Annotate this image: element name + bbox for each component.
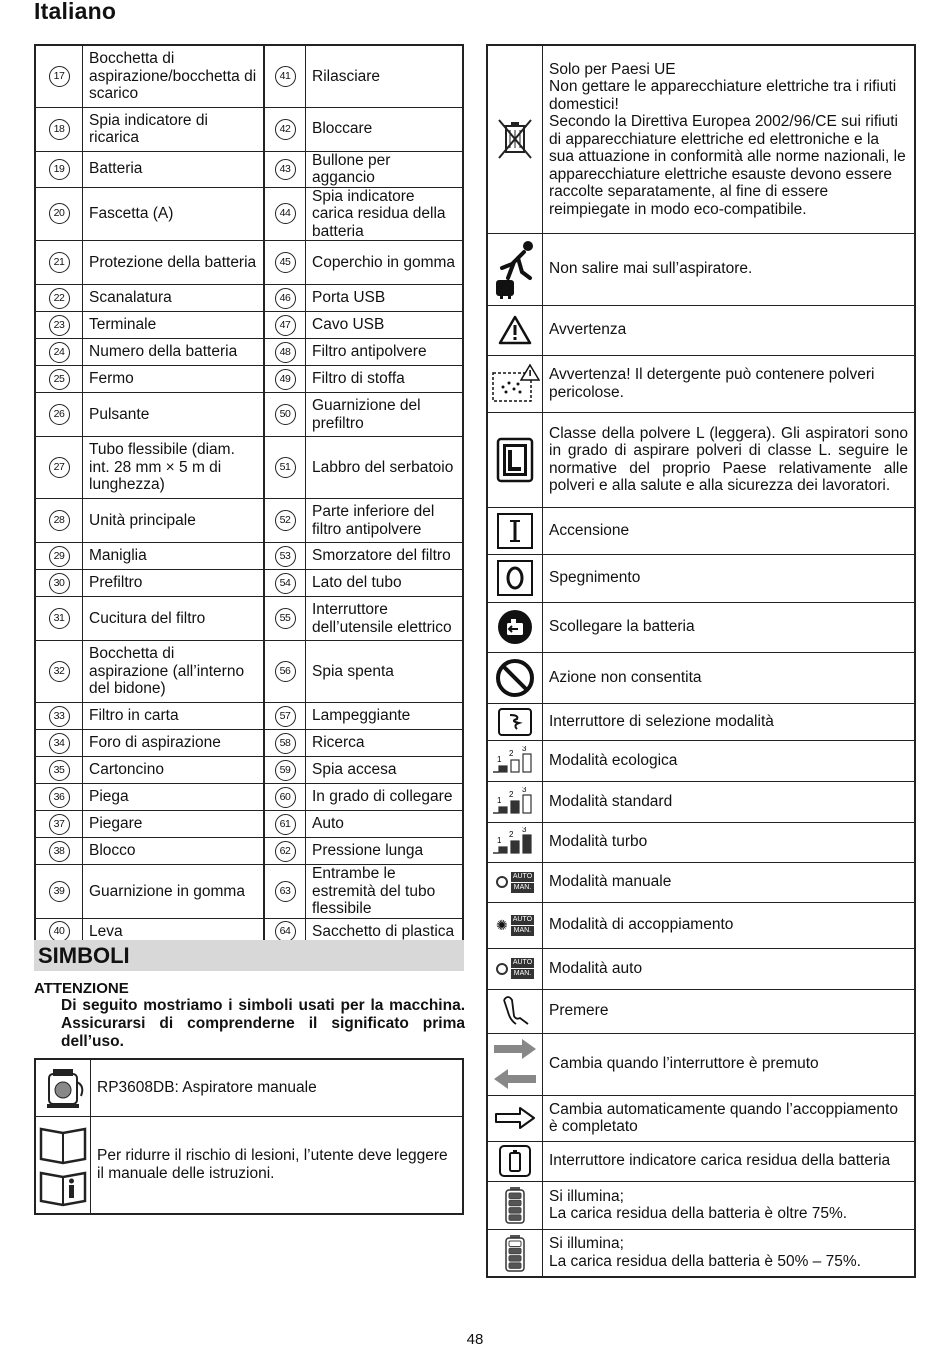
part-number: 60 [275, 787, 296, 808]
symbol-text: RP3608DB: Aspiratore manuale [91, 1059, 464, 1116]
part-number-cell [264, 366, 306, 393]
power-on-icon [487, 507, 543, 554]
part-name: Maniglia [83, 543, 265, 570]
part-number-cell [35, 838, 83, 865]
part-number: 54 [275, 573, 296, 594]
part-number-cell [264, 151, 306, 187]
symbol-text [543, 45, 916, 233]
svg-text:2: 2 [509, 830, 514, 839]
part-name: Bocchetta di aspirazione (all’interno del bidone) [83, 641, 265, 703]
press-icon [487, 989, 543, 1033]
symbol-row [487, 652, 915, 703]
symbol-text [543, 703, 916, 740]
symbol-row [487, 740, 915, 781]
symbols-table [486, 44, 916, 1278]
symbol-row [487, 1229, 915, 1277]
symbol-text [543, 1095, 916, 1141]
part-number-cell [35, 151, 83, 187]
part-name: Parte inferiore del filtro antipolvere [306, 499, 464, 543]
part-number-cell [35, 339, 83, 366]
part-number-cell [35, 107, 83, 151]
eco-mode-icon [487, 740, 543, 781]
part-name: Porta USB [306, 285, 464, 312]
symbol-text [543, 355, 916, 412]
svg-text:2: 2 [509, 789, 514, 799]
turbo-mode-icon [487, 822, 543, 862]
part-number-cell [35, 543, 83, 570]
part-number-cell [264, 543, 306, 570]
part-name: Spia spenta [306, 641, 464, 703]
symbol-text [543, 862, 916, 902]
parts-row [35, 151, 463, 187]
part-number-cell [35, 45, 83, 107]
symbol-row [487, 233, 915, 305]
part-number-cell [264, 570, 306, 597]
symbol-row [487, 1033, 915, 1095]
part-number: 46 [275, 288, 296, 309]
part-number: 64 [275, 921, 296, 942]
part-name: Pressione lunga [306, 838, 464, 865]
svg-text:3: 3 [522, 786, 527, 794]
part-name: Filtro in carta [83, 703, 265, 730]
symbol-text-line: Interruttore di selezione modalità [549, 712, 774, 730]
part-number-cell [35, 703, 83, 730]
read-manual-icon [35, 1116, 91, 1214]
part-name: Coperchio in gomma [306, 241, 464, 285]
parts-row [35, 312, 463, 339]
part-number: 33 [49, 706, 70, 727]
symbol-row [487, 1141, 915, 1181]
part-number-cell [264, 757, 306, 784]
part-number-cell [35, 312, 83, 339]
part-number: 19 [49, 159, 70, 180]
part-number-cell [264, 597, 306, 641]
part-number-cell [35, 366, 83, 393]
symbol-text-line: Accensione [549, 521, 630, 539]
part-number-cell [35, 757, 83, 784]
parts-row [35, 703, 463, 730]
symbol-text-line: La carica residua della batteria è 50% – 75%. [549, 1252, 861, 1270]
auto-label: AUTO [512, 915, 533, 923]
part-number: 44 [275, 203, 296, 224]
part-number-cell [264, 285, 306, 312]
part-number-cell [35, 499, 83, 543]
symbol-text-line: Secondo la Direttiva Europea 2002/96/CE sui rifiuti di apparecchiature elettriche ed elettroniche e la sua attuazione in conformità alle norme nazionali, le apparecchiature elettriche esauste devono essere raccolte separatamente, al fine di essere reimpiegate in modo eco-compatibile. [549, 113, 906, 218]
part-name: Prefiltro [83, 570, 265, 597]
symbol-text: Per ridurre il rischio di lesioni, l’utente deve leggere il manuale delle istruzioni. [91, 1116, 464, 1214]
intro-symbols-table [34, 1058, 464, 1215]
part-number: 57 [275, 706, 296, 727]
part-number: 35 [49, 760, 70, 781]
man-label: MAN. [511, 969, 534, 979]
auto-label: AUTO [512, 872, 533, 880]
part-number: 62 [275, 841, 296, 862]
part-number-cell [35, 570, 83, 597]
part-number-cell [35, 393, 83, 437]
symbol-text [543, 1181, 916, 1229]
parts-row [35, 339, 463, 366]
parts-row [35, 499, 463, 543]
part-number: 22 [49, 288, 70, 309]
parts-row [35, 393, 463, 437]
symbol-row [487, 822, 915, 862]
part-name: Cartoncino [83, 757, 265, 784]
warning-icon [487, 305, 543, 355]
part-number: 55 [275, 608, 296, 629]
symbol-text [543, 1141, 916, 1181]
parts-row [35, 437, 463, 499]
part-number-cell [264, 784, 306, 811]
symbol-text-line: Interruttore indicatore carica residua della batteria [549, 1152, 891, 1170]
symbol-row [487, 1181, 915, 1229]
attention-heading: ATTENZIONE [34, 980, 129, 997]
part-number-cell [264, 312, 306, 339]
parts-row [35, 45, 463, 107]
part-number: 41 [275, 66, 296, 87]
attention-body: Di seguito mostriamo i simboli usati per la macchina. Assicurarsi di comprenderne il significato prima dell’uso. [61, 997, 465, 1050]
part-name: Guarnizione in gomma [83, 865, 265, 919]
parts-row [35, 543, 463, 570]
part-name: Interruttore dell’utensile elettrico [306, 597, 464, 641]
part-name: Labbro del serbatoio [306, 437, 464, 499]
svg-text:3: 3 [522, 745, 527, 753]
part-name: Rilasciare [306, 45, 464, 107]
parts-row [35, 366, 463, 393]
part-name: Auto [306, 811, 464, 838]
symbol-text-line: Avvertenza [549, 321, 627, 339]
part-number: 31 [49, 608, 70, 629]
part-name: Filtro di stoffa [306, 366, 464, 393]
symbol-text-line: Si illumina; [549, 1235, 624, 1253]
symbol-text-line: Modalità turbo [549, 833, 648, 851]
part-number: 37 [49, 814, 70, 835]
man-label: MAN. [511, 883, 534, 893]
part-number-cell [264, 865, 306, 919]
symbol-text [543, 989, 916, 1033]
symbol-text [543, 652, 916, 703]
part-number: 28 [49, 510, 70, 531]
section-title: SIMBOLI [34, 940, 464, 971]
part-number-cell [35, 241, 83, 285]
part-number-cell [35, 187, 83, 241]
part-name: In grado di collegare [306, 784, 464, 811]
part-number: 24 [49, 342, 70, 363]
part-number-cell [35, 865, 83, 919]
part-name: Pulsante [83, 393, 265, 437]
part-name: Foro di aspirazione [83, 730, 265, 757]
parts-row [35, 570, 463, 597]
part-number-cell [35, 285, 83, 312]
part-number: 58 [275, 733, 296, 754]
symbol-row [487, 862, 915, 902]
manual-mode-icon [487, 862, 543, 902]
crossed-bin-icon [487, 45, 543, 233]
parts-row [35, 641, 463, 703]
part-number-cell [264, 703, 306, 730]
symbol-row [487, 1095, 915, 1141]
svg-text:1: 1 [497, 795, 502, 805]
auto-arrow-icon [487, 1095, 543, 1141]
part-name: Scanalatura [83, 285, 265, 312]
part-number: 17 [49, 66, 70, 87]
symbol-text [543, 781, 916, 822]
part-number: 43 [275, 159, 296, 180]
part-number: 40 [49, 921, 70, 942]
part-name: Unità principale [83, 499, 265, 543]
part-name: Guarnizione del prefiltro [306, 393, 464, 437]
part-number: 47 [275, 315, 296, 336]
part-name: Spia indicatore di ricarica [83, 107, 265, 151]
symbol-text [543, 948, 916, 989]
parts-row [35, 107, 463, 151]
part-number: 36 [49, 787, 70, 808]
part-name: Numero della batteria [83, 339, 265, 366]
part-number-cell [264, 107, 306, 151]
part-number-cell [35, 784, 83, 811]
part-number: 53 [275, 546, 296, 567]
part-number-cell [264, 499, 306, 543]
part-number: 48 [275, 342, 296, 363]
part-name: Entrambe le estremità del tubo flessibile [306, 865, 464, 919]
svg-text:1: 1 [497, 836, 502, 845]
symbol-text [543, 412, 916, 507]
part-number-cell [264, 241, 306, 285]
part-number: 23 [49, 315, 70, 336]
part-name: Lampeggiante [306, 703, 464, 730]
page-number: 48 [466, 1331, 484, 1348]
pairing-mode-icon: ✺ AUTO MAN. [487, 902, 543, 948]
part-name: Batteria [83, 151, 265, 187]
part-number: 61 [275, 814, 296, 835]
dust-class-l-icon [487, 412, 543, 507]
part-name: Cucitura del filtro [83, 597, 265, 641]
part-name: Protezione della batteria [83, 241, 265, 285]
part-name: Piega [83, 784, 265, 811]
symbol-text [543, 233, 916, 305]
part-number-cell [264, 45, 306, 107]
part-name: Terminale [83, 312, 265, 339]
part-name: Bloccare [306, 107, 464, 151]
part-name: Filtro antipolvere [306, 339, 464, 366]
part-number: 30 [49, 573, 70, 594]
part-number-cell [35, 811, 83, 838]
battery-level-high-icon [487, 1181, 543, 1229]
symbol-text [543, 602, 916, 652]
part-number-cell [35, 437, 83, 499]
part-number: 39 [49, 881, 70, 902]
part-number: 49 [275, 369, 296, 390]
part-number: 52 [275, 510, 296, 531]
parts-row [35, 757, 463, 784]
power-off-icon [487, 554, 543, 602]
auto-mode-icon [487, 948, 543, 989]
parts-row [35, 597, 463, 641]
part-number-cell [264, 811, 306, 838]
symbol-text-line: Premere [549, 1002, 609, 1020]
symbol-text-line: Si illumina; [549, 1187, 624, 1205]
symbol-text-line: Classe della polvere L (leggera). Gli aspiratori sono in grado di aspirare polveri di classe L. seguire le normative del proprio Paese relativamente alle polveri e alla salute e alla sicurezza dei lavoratori. [549, 424, 908, 494]
symbol-text [543, 902, 916, 948]
part-number-cell [264, 437, 306, 499]
symbol-text-line: Modalità di accoppiamento [549, 916, 734, 934]
parts-row [35, 187, 463, 241]
part-number-cell [35, 641, 83, 703]
part-number: 38 [49, 841, 70, 862]
symbol-text-line: Cambia automaticamente quando l’accoppiamento è completato [549, 1100, 898, 1135]
no-climbing-icon [487, 233, 543, 305]
symbol-row [487, 45, 915, 233]
part-number-cell [264, 730, 306, 757]
part-name: Spia accesa [306, 757, 464, 784]
symbol-text-line: Modalità manuale [549, 873, 672, 891]
symbol-text-line: Azione non consentita [549, 668, 702, 686]
symbol-text [543, 507, 916, 554]
symbol-row [487, 412, 915, 507]
parts-row [35, 811, 463, 838]
symbol-row [487, 902, 915, 948]
parts-row [35, 285, 463, 312]
symbol-row [487, 703, 915, 740]
parts-row [35, 784, 463, 811]
parts-row [35, 838, 463, 865]
part-number: 21 [49, 252, 70, 273]
symbol-row [487, 507, 915, 554]
part-number-cell [264, 838, 306, 865]
part-number: 63 [275, 881, 296, 902]
part-number-cell [264, 641, 306, 703]
symbol-row [487, 602, 915, 652]
vacuum-icon [35, 1059, 91, 1116]
symbol-row [487, 781, 915, 822]
part-name: Tubo flessibile (diam. int. 28 mm × 5 m di lunghezza) [83, 437, 265, 499]
part-number: 25 [49, 369, 70, 390]
symbol-row [35, 1059, 463, 1116]
symbol-text [543, 1229, 916, 1277]
part-number: 59 [275, 760, 296, 781]
symbol-text-line: Modalità standard [549, 792, 673, 810]
part-number: 45 [275, 252, 296, 273]
symbol-text-line: Non salire mai sull’aspiratore. [549, 260, 753, 278]
switch-arrows-icon [487, 1033, 543, 1095]
part-name: Smorzatore del filtro [306, 543, 464, 570]
standard-mode-icon [487, 781, 543, 822]
svg-text:3: 3 [522, 827, 527, 834]
part-name: Bocchetta di aspirazione/bocchetta di scarico [83, 45, 265, 107]
disconnect-battery-icon [487, 602, 543, 652]
part-number-cell [264, 393, 306, 437]
battery-level-mid-icon [487, 1229, 543, 1277]
symbol-text-line: Scollegare la batteria [549, 618, 695, 636]
part-name: Fascetta (A) [83, 187, 265, 241]
battery-indicator-switch-icon [487, 1141, 543, 1181]
part-number: 18 [49, 119, 70, 140]
mode-switch-icon [487, 703, 543, 740]
hazardous-dust-icon [487, 355, 543, 412]
auto-label: AUTO [512, 959, 533, 966]
part-number-cell [264, 339, 306, 366]
part-number: 27 [49, 457, 70, 478]
symbol-text [543, 822, 916, 862]
symbol-row [487, 305, 915, 355]
symbol-row [487, 989, 915, 1033]
svg-text:2: 2 [509, 748, 514, 758]
symbol-text-line: La carica residua della batteria è oltre 75%. [549, 1205, 848, 1222]
part-name: Cavo USB [306, 312, 464, 339]
symbol-text-line: Cambia quando l’interruttore è premuto [549, 1055, 819, 1073]
part-number: 34 [49, 733, 70, 754]
symbol-text [543, 305, 916, 355]
symbol-text-line: Modalità auto [549, 959, 643, 977]
symbol-text-line: Modalità ecologica [549, 751, 678, 769]
symbol-text-line: Non gettare le apparecchiature elettriche tra i rifiuti domestici! [549, 78, 897, 113]
symbol-row [487, 948, 915, 989]
prohibited-icon [487, 652, 543, 703]
part-name: Piegare [83, 811, 265, 838]
symbol-text-line: Solo per Paesi UE [549, 60, 676, 78]
part-number: 26 [49, 404, 70, 425]
part-number: 32 [49, 661, 70, 682]
svg-text:1: 1 [497, 754, 502, 764]
part-number: 20 [49, 203, 70, 224]
parts-table [34, 44, 464, 946]
part-name: Ricerca [306, 730, 464, 757]
man-label: MAN. [511, 926, 534, 936]
symbol-text-line: Avvertenza! Il detergente può contenere polveri pericolose. [549, 366, 875, 401]
part-name: Bullone per aggancio [306, 151, 464, 187]
part-name: Lato del tubo [306, 570, 464, 597]
part-name: Fermo [83, 366, 265, 393]
symbol-row [35, 1116, 463, 1214]
parts-row [35, 865, 463, 919]
parts-row [35, 241, 463, 285]
parts-row [35, 730, 463, 757]
language-title: Italiano [34, 0, 117, 24]
symbol-text [543, 554, 916, 602]
part-number-cell [35, 730, 83, 757]
part-name: Blocco [83, 838, 265, 865]
symbol-text [543, 1033, 916, 1095]
part-name: Leva [83, 918, 265, 945]
symbol-row [487, 355, 915, 412]
part-number: 29 [49, 546, 70, 567]
part-number: 51 [275, 457, 296, 478]
symbol-row [487, 554, 915, 602]
part-number: 42 [275, 119, 296, 140]
part-name: Spia indicatore carica residua della batteria [306, 187, 464, 241]
part-name: Sacchetto di plastica [306, 918, 464, 945]
part-number: 56 [275, 661, 296, 682]
part-number-cell [35, 597, 83, 641]
symbol-text-line: Spegnimento [549, 569, 641, 587]
symbol-text [543, 740, 916, 781]
part-number: 50 [275, 404, 296, 425]
part-number-cell [264, 187, 306, 241]
